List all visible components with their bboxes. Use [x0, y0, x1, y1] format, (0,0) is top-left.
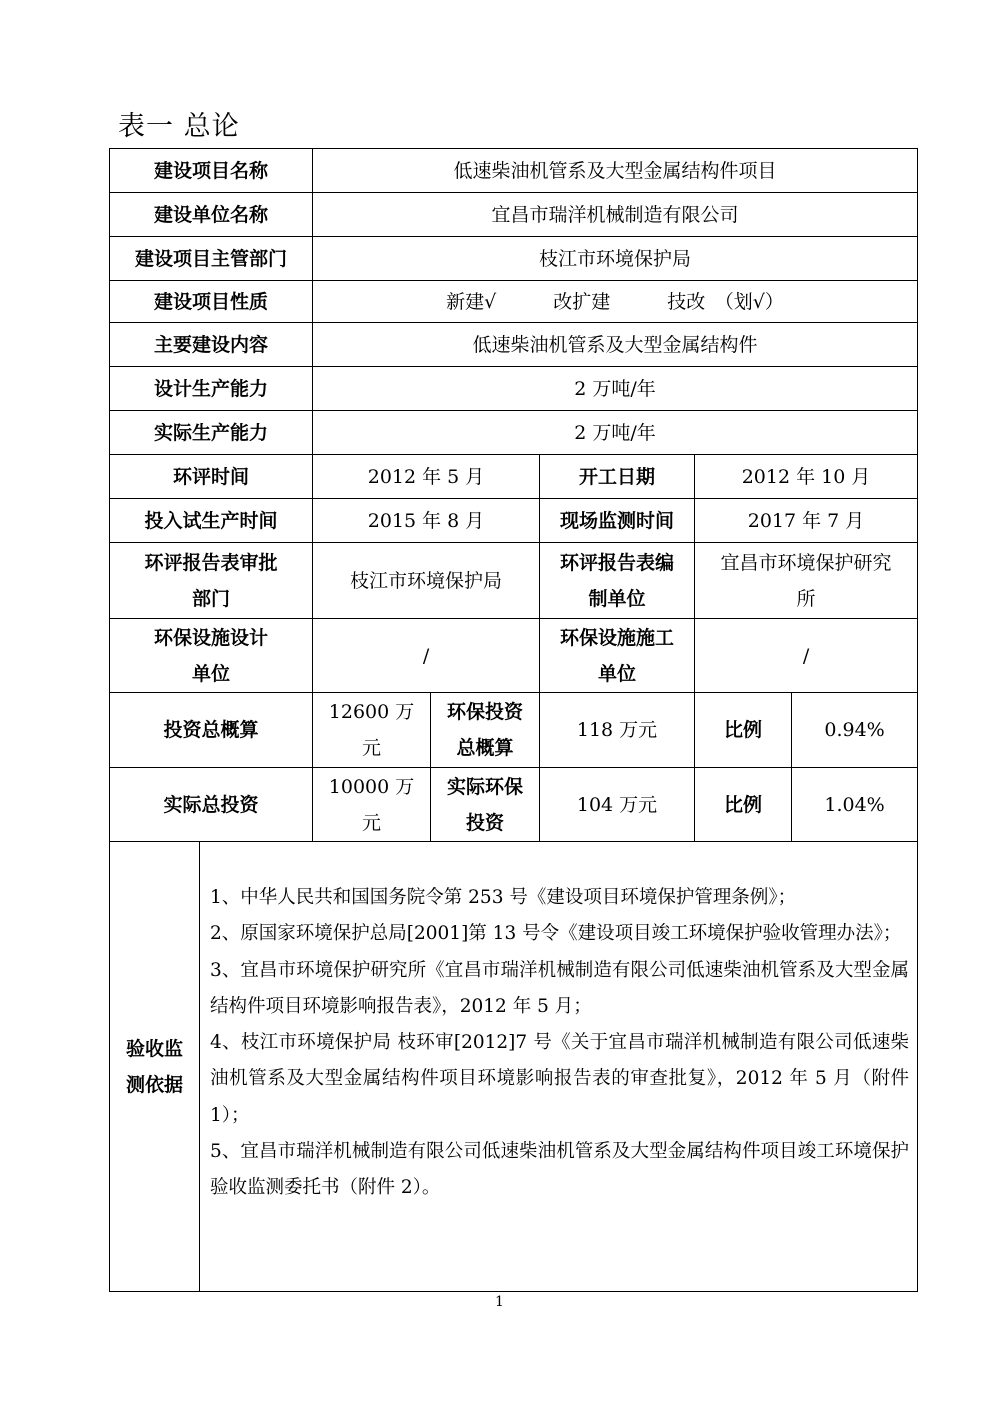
nature-label: 建设项目性质 — [110, 281, 313, 323]
actual-env-investment-label-line1: 实际环保 — [447, 775, 524, 798]
row-actual-capacity — [110, 411, 918, 455]
start-date-value: 2012 年 10 月 — [695, 455, 918, 499]
basis-item-5: 5、宜昌市瑞洋机械制造有限公司低速柴油机管系及大型金属结构件项目竣工环境保护验收监测委托书（附件 2）。 — [210, 1141, 910, 1199]
design-capacity-value: 2 万吨/年 — [313, 367, 918, 411]
monitoring-time-value: 2017 年 7 月 — [695, 499, 918, 543]
approval-dept-label — [110, 543, 313, 619]
actual-ratio-label: 比例 — [695, 768, 792, 842]
row-nature — [110, 281, 918, 323]
basis-label — [110, 842, 200, 1292]
row-design-capacity — [110, 367, 918, 411]
authority-value: 枝江市环境保护局 — [313, 237, 918, 281]
env-budget-label-line2: 总概算 — [456, 737, 514, 759]
actual-investment-value-line1: 10000 万 — [328, 775, 415, 798]
basis-item-2: 2、原国家环境保护总局[2001]第 13 号令《建设项目竣工环境保护验收管理办法》； — [210, 923, 902, 945]
facility-design-label-line2: 单位 — [192, 662, 231, 685]
row-facility — [110, 619, 918, 693]
unit-name-value: 宜昌市瑞洋机械制造有限公司 — [313, 193, 918, 237]
row-trial-time — [110, 499, 918, 543]
approval-dept-value: 枝江市环境保护局 — [313, 543, 540, 619]
start-date-label: 开工日期 — [540, 455, 695, 499]
actual-capacity-value: 2 万吨/年 — [313, 411, 918, 455]
budget-ratio-label: 比例 — [695, 693, 792, 768]
preparer-label — [540, 543, 695, 619]
eia-time-value: 2012 年 5 月 — [313, 455, 540, 499]
project-name-label: 建设项目名称 — [110, 149, 313, 193]
facility-build-value: / — [695, 619, 918, 693]
env-budget-label — [431, 693, 540, 768]
project-name-value: 低速柴油机管系及大型金属结构件项目 — [313, 149, 918, 193]
facility-build-label — [540, 619, 695, 693]
basis-label-line2: 测依据 — [125, 1073, 183, 1096]
page-title: 表一 总论 — [118, 111, 240, 142]
basis-label-line1: 验收监 — [125, 1037, 183, 1060]
page-number: 1 — [495, 1294, 504, 1310]
facility-build-label-line2: 单位 — [598, 662, 637, 685]
preparer-value — [695, 543, 918, 619]
budget-value-line2: 元 — [362, 737, 382, 759]
preparer-value-line2: 所 — [796, 587, 816, 610]
row-authority — [110, 237, 918, 281]
actual-investment-value — [313, 768, 431, 842]
trial-time-value: 2015 年 8 月 — [313, 499, 540, 543]
content-label: 主要建设内容 — [110, 323, 313, 367]
actual-env-investment-label-line2: 投资 — [466, 811, 505, 834]
design-capacity-label: 设计生产能力 — [110, 367, 313, 411]
content-value: 低速柴油机管系及大型金属结构件 — [313, 323, 918, 367]
budget-value-line1: 12600 万 — [328, 701, 415, 723]
facility-design-label — [110, 619, 313, 693]
facility-design-value: / — [313, 619, 540, 693]
budget-value — [313, 693, 431, 768]
env-budget-value: 118 万元 — [540, 693, 695, 768]
basis-item-4: 4、枝江市环境保护局 枝环审[2012]7 号《关于宜昌市瑞洋机械制造有限公司低速柴油机管系及大型金属结构件项目环境影响报告表的审查批复》，2012 年 5 月（附件 1）； — [210, 1032, 910, 1126]
actual-investment-value-line2: 元 — [362, 811, 382, 834]
actual-investment-label: 实际总投资 — [110, 768, 313, 842]
approval-dept-label-line1: 环评报告表审批 — [144, 551, 278, 574]
row-actual-investment — [110, 768, 918, 842]
facility-build-label-line1: 环保设施施工 — [560, 626, 675, 649]
monitoring-time-label: 现场监测时间 — [540, 499, 695, 543]
actual-env-investment-label — [431, 768, 540, 842]
approval-dept-label-line2: 部门 — [192, 587, 231, 610]
summary-table — [109, 148, 918, 1292]
preparer-value-line1: 宜昌市环境保护研究 — [720, 551, 892, 574]
row-unit-name — [110, 193, 918, 237]
unit-name-label: 建设单位名称 — [110, 193, 313, 237]
eia-time-label: 环评时间 — [110, 455, 313, 499]
basis-item-3: 3、宜昌市环境保护研究所《宜昌市瑞洋机械制造有限公司低速柴油机管系及大型金属结构件项目环境影响报告表》，2012 年 5 月； — [210, 959, 910, 1017]
row-approval — [110, 543, 918, 619]
preparer-label-line2: 制单位 — [588, 587, 646, 610]
row-project-name — [110, 149, 918, 193]
nature-value: 新建√ 改扩建 技改 （划√） — [313, 281, 918, 323]
actual-env-investment-value: 104 万元 — [540, 768, 695, 842]
actual-capacity-label: 实际生产能力 — [110, 411, 313, 455]
env-budget-label-line1: 环保投资 — [447, 701, 524, 723]
authority-label: 建设项目主管部门 — [110, 237, 313, 281]
facility-design-label-line1: 环保设施设计 — [154, 626, 269, 649]
row-budget — [110, 693, 918, 768]
basis-item-1: 1、中华人民共和国国务院令第 253 号《建设项目环境保护管理条例》； — [210, 887, 797, 908]
row-content — [110, 323, 918, 367]
row-basis — [110, 842, 918, 1292]
preparer-label-line1: 环评报告表编 — [560, 551, 675, 574]
row-eia-time — [110, 455, 918, 499]
budget-ratio-value: 0.94% — [792, 693, 918, 768]
budget-label: 投资总概算 — [110, 693, 313, 768]
trial-time-label: 投入试生产时间 — [110, 499, 313, 543]
basis-content — [200, 842, 918, 1292]
actual-ratio-value: 1.04% — [792, 768, 918, 842]
